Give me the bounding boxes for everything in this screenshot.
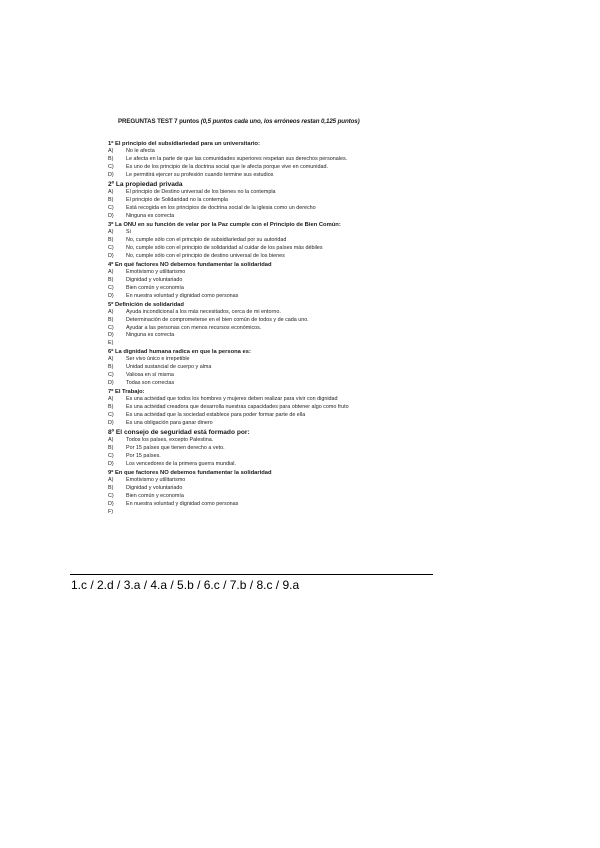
option-text: Emotivismo y utilitarismo: [126, 477, 186, 484]
option-text: El principio de Destino universal de los bienes no la contempla: [126, 189, 276, 196]
option-letter: A): [108, 189, 114, 196]
option-text: Está recogida en los principios de doctrina social de la iglesia como un derecho: [126, 205, 316, 212]
question-title: 8º El consejo de seguridad está formado por:: [108, 428, 250, 436]
option-text: [126, 340, 438, 348]
option-letter: D): [108, 252, 114, 259]
option-letter: B): [108, 156, 114, 163]
question-block: [108, 301, 438, 349]
option-letter: C): [108, 324, 114, 331]
option-letter: D): [108, 420, 114, 426]
answer-option: [108, 493, 438, 501]
option-text: No, cumple sólo con el principio de destino universal de los bienes: [126, 252, 285, 259]
option-text: Dignidad y voluntariado: [126, 485, 183, 492]
answer-option: [108, 237, 438, 245]
answer-option: [108, 148, 438, 156]
question-list: [108, 140, 438, 517]
answer-option: [108, 293, 438, 301]
answer-option: [108, 317, 438, 325]
question-block: [108, 388, 438, 428]
option-text: Ninguna es correcta: [126, 212, 175, 219]
answer-option: [108, 340, 438, 348]
answer-option: [108, 380, 438, 388]
answer-option: [108, 477, 438, 485]
option-text: Por 15 países que tienen derecho a veto.: [126, 445, 225, 452]
option-text: Por 15 países.: [126, 453, 161, 460]
answer-option: [108, 396, 438, 404]
option-text: Ayuda incondicional a los más necesitados, cerca de mi entorno.: [126, 308, 281, 315]
option-text: No, cumple sólo con el principio de solidaridad al cuidar de los países más débiles: [126, 244, 323, 251]
answer-option: [108, 309, 438, 317]
option-letter: E): [108, 340, 114, 347]
option-text: Le afecta en la parte de que las comunidades superiores respetan sus derechos personales.: [126, 156, 348, 163]
option-letter: B): [108, 276, 114, 283]
option-text: Ayudar a las personas con menos recursos económicos.: [126, 324, 262, 331]
option-text: Es uno de los principio de la doctrina social que le afecta porque vive en comunidad.: [126, 164, 328, 171]
option-letter: C): [108, 372, 114, 379]
test-title-main: PREGUNTAS TEST 7 puntos: [118, 118, 201, 125]
question-title: 1º El principio del subsidiariedad para un universitario:: [108, 141, 260, 147]
option-text: Unidad sustancial de cuerpo y alma: [126, 364, 212, 371]
test-title-subtitle: (0,5 puntos cada uno, los erróneos restan 0,125 puntos): [200, 118, 360, 125]
option-text: Dignidad y voluntariado: [126, 276, 183, 283]
answer-option: [108, 404, 438, 412]
option-letter: D): [108, 212, 114, 219]
answer-option: [108, 412, 438, 420]
option-text: En nuestra voluntad y dignidad como personas: [126, 500, 239, 507]
answer-option: [108, 285, 438, 293]
answer-key: 1.c / 2.d / 3.a / 4.a / 5.b / 6.c / 7.b / 8.c / 9.a: [71, 578, 300, 592]
option-letter: A): [108, 268, 114, 275]
answer-option: [108, 172, 438, 180]
option-letter: C): [108, 453, 114, 460]
option-letter: B): [108, 404, 114, 411]
question-block: [108, 221, 438, 261]
answer-option: [108, 156, 438, 164]
option-text: No, cumple sólo con el principio de subsidiariedad por su autoridad: [126, 236, 287, 243]
answer-option: [108, 189, 438, 197]
answer-option: [108, 325, 438, 333]
option-letter: A): [108, 148, 114, 155]
option-text: Le permitirá ejercer su profesión cuando termine sus estudios: [126, 171, 274, 178]
answer-option: [108, 332, 438, 340]
option-letter: B): [108, 316, 114, 323]
answer-option: [108, 277, 438, 285]
option-letter: A): [108, 229, 114, 236]
test-title: [118, 118, 360, 125]
answer-option: [108, 372, 438, 380]
option-letter: B): [108, 236, 114, 243]
answer-option: [108, 197, 438, 205]
option-text: En nuestra voluntad y dignidad como personas: [126, 292, 239, 299]
option-letter: C): [108, 244, 114, 251]
option-letter: A): [108, 477, 114, 484]
option-letter: A): [108, 437, 114, 444]
option-letter: C): [108, 205, 114, 212]
question-block: [108, 180, 438, 221]
option-text: Ninguna es correcta: [126, 332, 175, 339]
option-text: Es una obligación para ganar dinero: [126, 420, 213, 426]
option-text: El principio de Solidaridad no la contempla: [126, 197, 228, 204]
option-letter: D): [108, 332, 114, 339]
answer-option: [108, 164, 438, 172]
question-title: 7º El Trabajo:: [108, 389, 145, 396]
option-text: Bien común y economía: [126, 492, 184, 499]
answer-option: [108, 453, 438, 461]
option-text: Es una actividad que todos los hombres y mujeres deben realizar para vivir con dignidad: [126, 396, 338, 403]
question-block: [108, 140, 438, 180]
question-title: 6º La dignidad humana radica en que la persona es:: [108, 349, 251, 356]
question-title: 5º Definición de solidaridad: [108, 301, 184, 308]
option-letter: A): [108, 356, 114, 363]
question-block: [108, 348, 438, 388]
answer-option: [108, 420, 438, 428]
option-text: Todos los países, excepto Palestina.: [126, 437, 214, 444]
option-letter: A): [108, 396, 114, 403]
option-letter: D): [108, 171, 114, 178]
option-letter: A): [108, 308, 114, 315]
answer-option: [108, 253, 438, 261]
answer-option: [108, 213, 438, 221]
question-block: [108, 261, 438, 301]
option-letter: F): [108, 508, 114, 515]
question-title: 3º La ONU en su función de velar por la Paz cumple con el Principio de Bien Común:: [108, 221, 341, 228]
answer-option: [108, 269, 438, 277]
option-text: Determinación de comprometerse en el bien común de todos y de cada uno.: [126, 316, 309, 323]
answer-option: [108, 205, 438, 213]
option-letter: C): [108, 284, 114, 291]
option-text: Es una actividad creadora que desarrolla nuestras capacidades para obtener algo como fruto: [126, 404, 349, 411]
option-letter: B): [108, 364, 114, 371]
question-title: 9º En que factores NO debemos fundamentar la solidaridad: [108, 469, 272, 476]
option-text: No le afecta: [126, 148, 155, 155]
option-text: Ser vivo único e irrepetible: [126, 356, 190, 363]
option-letter: D): [108, 500, 114, 507]
option-text: Es una actividad que la sociedad establece para poder formar parte de ella: [126, 412, 306, 419]
option-letter: B): [108, 485, 114, 492]
answer-option: [108, 501, 438, 509]
answer-option: [108, 364, 438, 372]
option-text: Valiosa en sí misma: [126, 372, 174, 379]
answer-option: [108, 445, 438, 453]
option-letter: B): [108, 197, 114, 204]
answer-option: [108, 245, 438, 253]
answer-option: [108, 437, 438, 445]
option-letter: D): [108, 292, 114, 299]
question-title: 2º La propiedad privada: [108, 180, 183, 188]
question-block: [108, 469, 438, 517]
answer-option: [108, 509, 438, 517]
question-title: 4º En qué factores NO debemos fundamentar la solidaridad: [108, 261, 272, 268]
option-letter: C): [108, 164, 114, 171]
answer-option: [108, 356, 438, 364]
option-letter: C): [108, 412, 114, 419]
option-text: Si: [126, 229, 131, 236]
option-text: [126, 509, 438, 517]
answer-option: [108, 229, 438, 237]
option-letter: D): [108, 461, 114, 468]
option-letter: C): [108, 492, 114, 499]
option-letter: D): [108, 380, 114, 387]
option-text: Emotivismo y utilitarismo: [126, 268, 186, 275]
option-text: Todas son correctas: [126, 380, 175, 387]
option-letter: B): [108, 445, 114, 452]
question-block: [108, 428, 438, 469]
answer-option: [108, 485, 438, 493]
answer-option: [108, 461, 438, 469]
divider-line: [70, 574, 433, 575]
option-text: Los vencedores de la primera guerra mundial.: [126, 461, 236, 468]
option-text: Bien común y economía: [126, 284, 184, 291]
